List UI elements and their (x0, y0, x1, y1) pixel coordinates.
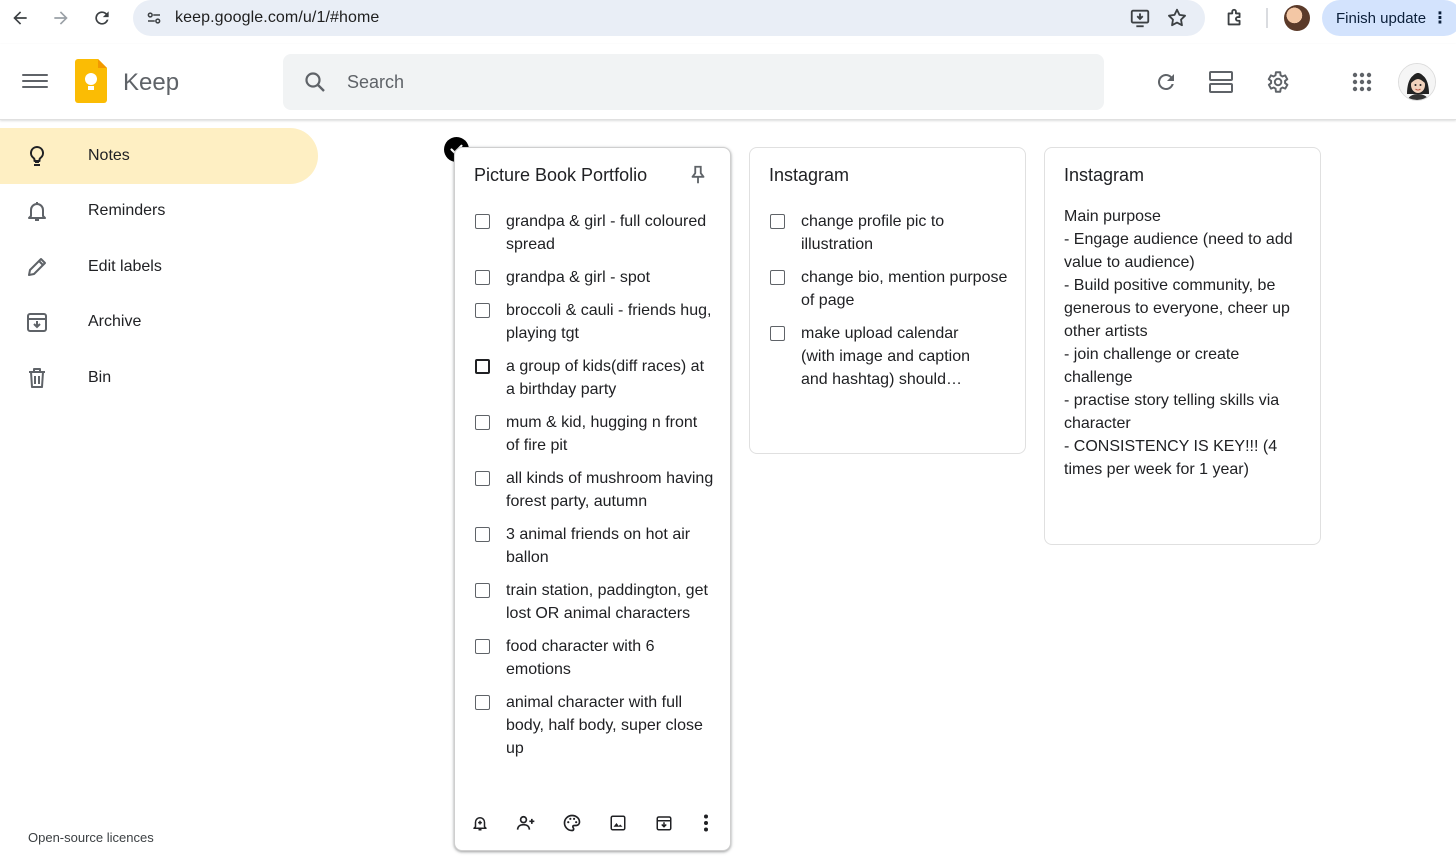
pin-icon[interactable] (687, 164, 709, 186)
extensions-icon[interactable] (1223, 6, 1247, 30)
apps-grid-icon[interactable] (1349, 69, 1375, 95)
checkbox[interactable] (475, 583, 490, 598)
sidebar-item-label: Archive (88, 313, 142, 331)
browser-profile-avatar[interactable] (1284, 5, 1310, 31)
search-icon[interactable] (303, 70, 327, 94)
sidebar-item-archive[interactable] (0, 295, 318, 351)
open-source-licences-link[interactable]: Open-source licences (28, 830, 154, 845)
collaborator-icon[interactable] (515, 812, 537, 834)
checklist-item-text[interactable]: change bio, mention purpose of page (801, 269, 1008, 309)
checklist-item[interactable] (474, 691, 714, 760)
sidebar-item-notes[interactable] (0, 128, 318, 184)
keep-logo-icon[interactable] (75, 59, 107, 103)
checklist (769, 210, 1009, 401)
checklist-item-text[interactable]: food character with 6 emotions (506, 638, 655, 678)
trash-icon (24, 365, 50, 391)
checklist-item[interactable] (474, 523, 714, 569)
site-settings-icon[interactable] (143, 7, 165, 29)
checklist-item-text[interactable]: make upload calendar (with image and caption and hashtag) should… (801, 325, 970, 388)
bell-icon (24, 198, 50, 224)
forward-arrow-icon[interactable] (49, 6, 73, 30)
more-vert-icon[interactable]: ⋮ (1432, 10, 1448, 27)
checkbox[interactable] (475, 695, 490, 710)
checklist (474, 210, 714, 770)
bookmark-star-icon[interactable] (1165, 6, 1189, 30)
checkbox[interactable] (475, 214, 490, 229)
checklist-item-text[interactable]: mum & kid, hugging n front of fire pit (506, 414, 698, 454)
checkbox[interactable] (475, 639, 490, 654)
add-image-icon[interactable] (607, 812, 629, 834)
checkbox[interactable] (770, 270, 785, 285)
settings-gear-icon[interactable] (1264, 69, 1290, 95)
sidebar-item-bin[interactable] (0, 350, 318, 406)
app-header (0, 44, 1456, 120)
address-bar[interactable] (133, 0, 1205, 36)
checklist-item-text[interactable]: animal character with full body, half body, super close up (506, 694, 703, 757)
url-text: keep.google.com/u/1/#home (175, 9, 380, 26)
sidebar-item-reminders[interactable] (0, 184, 318, 240)
note-card[interactable] (1044, 147, 1321, 545)
checkbox[interactable] (475, 270, 490, 285)
checkbox[interactable] (475, 527, 490, 542)
checklist-item[interactable] (474, 266, 714, 289)
account-avatar[interactable] (1398, 63, 1436, 101)
checklist-item-text[interactable]: change profile pic to illustration (801, 213, 945, 253)
back-arrow-icon[interactable] (8, 6, 32, 30)
checklist-item-text[interactable]: train station, paddington, get lost OR animal characters (506, 582, 708, 622)
checklist-item-text[interactable]: grandpa & girl - spot (506, 269, 651, 286)
reload-icon[interactable] (90, 6, 114, 30)
sidebar-item-label: Edit labels (88, 257, 162, 275)
checklist-item-text[interactable]: grandpa & girl - full coloured spread (506, 213, 707, 253)
checkbox[interactable] (770, 326, 785, 341)
toolbar-divider (1266, 8, 1268, 28)
checklist-item[interactable] (769, 266, 1009, 312)
remind-me-icon[interactable] (469, 812, 491, 834)
checklist-item[interactable] (474, 299, 714, 345)
note-card[interactable] (454, 147, 731, 851)
checkbox[interactable] (475, 471, 490, 486)
checklist-item-text[interactable]: all kinds of mushroom having forest party, autumn (506, 470, 714, 510)
main-menu-icon[interactable] (22, 70, 48, 92)
more-options-icon[interactable] (695, 812, 717, 834)
lightbulb-icon (24, 143, 50, 169)
note-body-text[interactable]: Main purpose - Engage audience (need to add value to audience) - Build positive community, be generous to everyone, cheer up other artists - join challenge or create challenge - practise story telling skills via character - CONSISTENCY IS KEY!!! (4 times per week for 1 year) (1064, 208, 1293, 478)
search-input[interactable] (347, 66, 1047, 98)
search-bar[interactable] (283, 54, 1104, 110)
note-title[interactable]: Instagram (1064, 165, 1145, 185)
sidebar-item-edit-labels[interactable] (0, 239, 318, 295)
note-card[interactable] (749, 147, 1026, 454)
checklist-item-text[interactable]: a group of kids(diff races) at a birthday party (506, 358, 705, 398)
checkbox[interactable] (475, 303, 490, 318)
archive-icon (24, 309, 50, 335)
sidebar-nav (0, 128, 318, 406)
note-toolbar (467, 812, 717, 836)
checkbox[interactable] (475, 415, 490, 430)
checkbox[interactable] (770, 214, 785, 229)
checklist-item[interactable] (474, 355, 714, 401)
app-name[interactable]: Keep (123, 69, 180, 96)
sidebar-item-label: Reminders (88, 202, 166, 220)
checklist-item-text[interactable]: 3 animal friends on hot air ballon (506, 526, 691, 566)
note-title[interactable]: Picture Book Portfolio (474, 165, 648, 185)
refresh-icon[interactable] (1153, 69, 1179, 95)
note-title[interactable]: Instagram (769, 165, 850, 185)
checkbox[interactable] (475, 359, 490, 374)
archive-icon[interactable] (653, 812, 675, 834)
checklist-item[interactable] (769, 322, 987, 391)
checklist-item[interactable] (474, 411, 714, 457)
finish-update-button[interactable] (1322, 0, 1456, 36)
checklist-item[interactable] (474, 579, 714, 625)
checklist-item[interactable] (769, 210, 1009, 256)
pencil-icon (24, 254, 50, 280)
checklist-item[interactable] (474, 635, 714, 681)
install-app-icon[interactable] (1128, 6, 1152, 30)
sidebar-item-label: Notes (88, 146, 130, 164)
checklist-item[interactable] (474, 210, 714, 256)
finish-update-label: Finish update (1336, 9, 1427, 27)
sidebar-item-label: Bin (88, 368, 112, 386)
browser-toolbar (0, 0, 1456, 36)
checklist-item[interactable] (474, 467, 714, 513)
list-view-icon[interactable] (1208, 69, 1234, 95)
palette-icon[interactable] (561, 812, 583, 834)
checklist-item-text[interactable]: broccoli & cauli - friends hug, playing tgt (506, 302, 712, 342)
